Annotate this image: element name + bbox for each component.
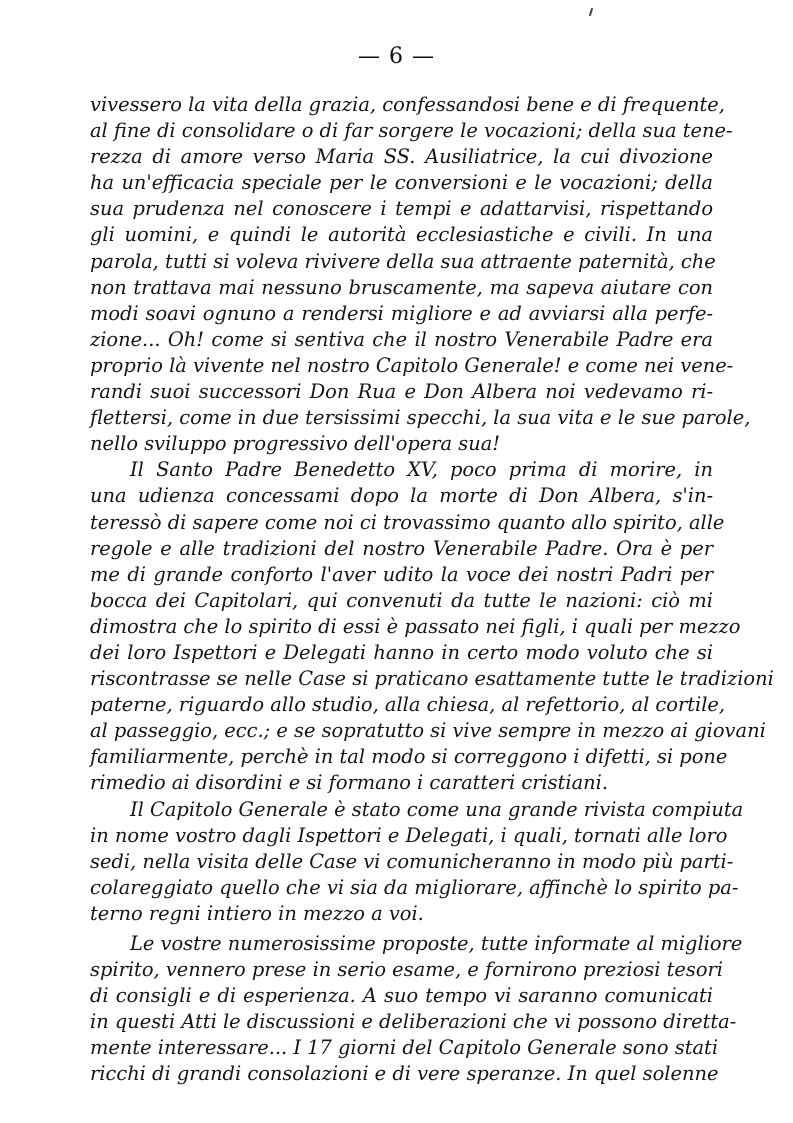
text-line: Il Capitolo Generale è stato come una grande rivista compiuta: [130, 797, 744, 821]
text-line: rimedio ai disordini e si formano i caratteri cristiani.: [90, 771, 609, 795]
paragraph: [90, 797, 744, 927]
text-line: proprio là vivente nel nostro Capitolo Generale! e come nei vene-: [90, 353, 734, 377]
text-line: una udienza concessami dopo la morte di Don Albera, s'in-: [90, 484, 713, 508]
paragraph: [90, 92, 751, 457]
text-line: dei loro Ispettori e Delegati hanno in certo modo voluto che si: [90, 640, 713, 664]
text-line: zione... Oh! come si sentiva che il nostro Venerabile Padre era: [90, 327, 713, 351]
text-line: flettersi, come in due tersissimi specchi, la sua vita e le sue parole,: [90, 406, 751, 430]
text-line: nello sviluppo progressivo dell'opera sua!: [90, 432, 501, 456]
text-line: al fine di consolidare o di far sorgere le vocazioni; della sua tene-: [90, 119, 733, 143]
text-line: paterne, riguardo allo studio, alla chiesa, al refettorio, al cortile,: [90, 693, 726, 717]
text-line: modi soavi ognuno a rendersi migliore e ad avviarsi alla perfe-: [90, 301, 713, 325]
text-line: familiarmente, perchè in tal modo si correggono i difetti, si pone: [90, 745, 728, 769]
text-line: in questi Atti le discussioni e deliberazioni che vi possono diretta-: [90, 1010, 737, 1034]
paragraph: [90, 931, 743, 1088]
text-line: sua prudenza nel conoscere i tempi e adattarvisi, rispettando: [90, 197, 713, 221]
body-text: [90, 92, 774, 1088]
text-line: parola, tutti si voleva rivivere della sua attraente paternità, che: [90, 249, 716, 273]
text-line: riscontrasse se nelle Case si praticano esattamente tutte le tradizioni: [90, 667, 774, 691]
text-line: bocca dei Capitolari, qui convenuti da tutte le nazioni: ciò mi: [90, 588, 713, 612]
text-line: dimostra che lo spirito di essi è passato nei figli, i quali per mezzo: [90, 614, 741, 638]
text-line: terno regni intiero in mezzo a voi.: [90, 901, 424, 925]
text-line: regole e alle tradizioni del nostro Venerabile Padre. Ora è per: [90, 536, 713, 560]
text-line: mente interessare... I 17 giorni del Capitolo Generale sono stati: [90, 1036, 719, 1060]
text-line: randi suoi successori Don Rua e Don Albera noi vedevamo ri-: [90, 380, 713, 404]
text-line: sedi, nella visita delle Case vi comunicheranno in modo più parti-: [90, 849, 734, 873]
text-line: Il Santo Padre Benedetto XV, poco prima di morire, in: [130, 458, 713, 482]
text-line: ricchi di grandi consolazioni e di vere speranze. In quel solenne: [90, 1062, 719, 1086]
text-line: al passeggio, ecc.; e se sopratutto si vive sempre in mezzo ai giovani: [90, 719, 766, 743]
text-line: me di grande conforto l'aver udito la voce dei nostri Padri per: [90, 562, 713, 586]
text-line: teressò di sapere come noi ci trovassimo quanto allo spirito, alle: [90, 510, 725, 534]
paragraph: [90, 457, 774, 796]
text-line: gli uomini, e quindi le autorità ecclesiastiche e civili. In una: [90, 223, 713, 247]
text-line: vivessero la vita della grazia, confessandosi bene e di frequente,: [90, 93, 725, 116]
text-line: rezza di amore verso Maria SS. Ausiliatrice, la cui divozione: [90, 145, 713, 169]
print-speck: [589, 8, 593, 16]
text-line: di consigli e di esperienza. A suo tempo vi saranno comunicati: [90, 984, 713, 1008]
text-line: Le vostre numerosissime proposte, tutte informate al migliore: [130, 932, 743, 955]
text-line: non trattava mai nessuno bruscamente, ma sapeva aiutare con: [90, 275, 713, 299]
text-line: spirito, vennero prese in serio esame, e fornirono preziosi tesori: [90, 958, 723, 982]
page-number: — 6 —: [358, 44, 435, 69]
text-line: in nome vostro dagli Ispettori e Delegati, i quali, tornati alle loro: [90, 823, 728, 847]
text-line: ha un'efficacia speciale per le conversioni e le vocazioni; della: [90, 171, 713, 195]
text-line: colareggiato quello che vi sia da migliorare, affinchè lo spirito pa-: [90, 875, 739, 899]
